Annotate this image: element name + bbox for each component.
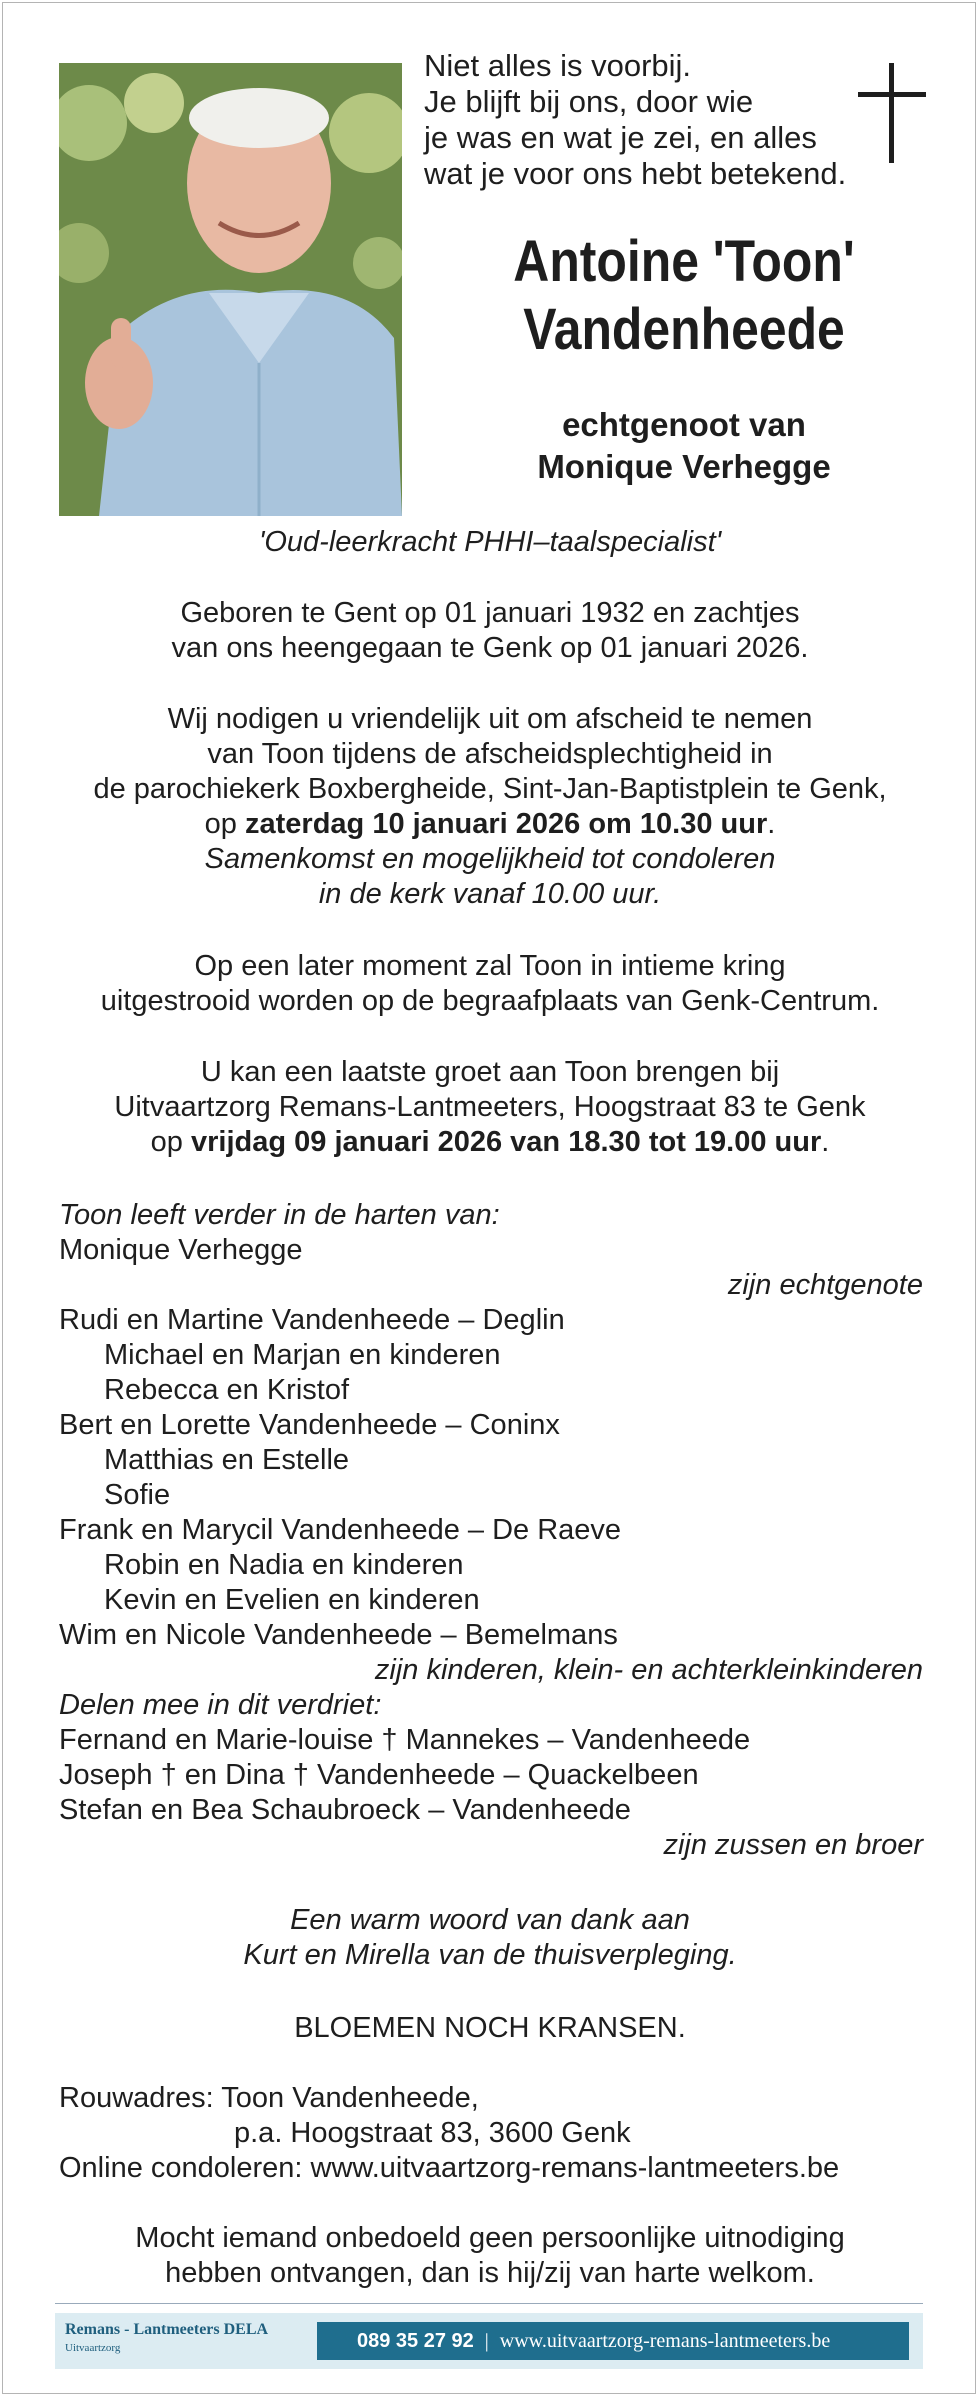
deceased-name-line1: Antoine 'Toon' <box>513 229 855 294</box>
scattering-line: uitgestrooid worden op de begraafplaats van Genk-Centrum. <box>100 985 880 1017</box>
condolence-line: Samenkomst en mogelijkheid tot condoleren <box>204 843 776 875</box>
funeral-home-logo <box>65 2319 345 2363</box>
funeral-home-footer <box>55 2313 923 2369</box>
deceased-name <box>457 228 911 364</box>
grandchild-item: Matthias en Estelle <box>104 1444 350 1476</box>
ceremony-date-suffix: . <box>767 808 776 840</box>
spouse-line1: echtgenoot van <box>562 406 806 443</box>
visit-date-line <box>0 1125 980 1160</box>
visit-line: U kan een laatste groet aan Toon brengen bij <box>200 1056 780 1088</box>
website-link[interactable]: www.uitvaartzorg-remans-lantmeeters.be <box>499 2330 831 2352</box>
ceremony-date-prefix: op <box>204 808 245 840</box>
child-item: Frank en Marycil Vandenheede – De Raeve <box>59 1514 622 1546</box>
scattering-line: Op een later moment zal Toon in intieme kring <box>194 950 786 982</box>
poem-line: je was en wat je zei, en alles <box>424 120 817 155</box>
logo-name: Remans - Lantmeeters DELA <box>65 2321 269 2338</box>
ceremony-line: Wij nodigen u vriendelijk uit om afscheid te nemen <box>167 703 813 735</box>
scattering-info <box>0 949 980 1019</box>
phone-number[interactable]: 089 35 27 92 <box>357 2330 474 2352</box>
family-list <box>59 1198 923 1863</box>
child-item: Bert en Lorette Vandenheede – Coninx <box>59 1409 560 1441</box>
grandchild-item: Kevin en Evelien en kinderen <box>104 1584 480 1616</box>
birth-death-line: Geboren te Gent op 01 januari 1932 en zachtjes <box>180 597 800 629</box>
grandchild-item: Rebecca en Kristof <box>104 1374 350 1406</box>
ceremony-line: de parochiekerk Boxbergheide, Sint-Jan-Baptistplein te Genk, <box>93 773 887 805</box>
child-item: Rudi en Martine Vandenheede – Deglin <box>59 1304 565 1336</box>
share-intro: Delen mee in dit verdriet: <box>59 1689 382 1721</box>
sibling-item: Joseph † en Dina † Vandenheede – Quackelbeen <box>59 1759 699 1791</box>
address-line2: p.a. Hoogstraat 83, 3600 Genk <box>234 2117 631 2149</box>
address-block <box>59 2081 923 2186</box>
ceremony-date: zaterdag 10 januari 2026 om 10.30 uur <box>245 808 768 840</box>
visit-line: Uitvaartzorg Remans-Lantmeeters, Hoogstraat 83 te Genk <box>114 1091 866 1123</box>
birth-death <box>0 596 980 666</box>
flowers-note: BLOEMEN NOCH KRANSEN. <box>294 2012 686 2044</box>
contact-separator: | <box>484 2330 489 2352</box>
grandchild-item: Robin en Nadia en kinderen <box>104 1549 464 1581</box>
spouse-line2: Monique Verhegge <box>537 448 831 485</box>
thanks-line: Kurt en Mirella van de thuisverpleging. <box>243 1939 737 1971</box>
children-list <box>59 1303 923 1653</box>
online-condolence: Online condoleren: www.uitvaartzorg-remans-lantmeeters.be <box>59 2152 840 2184</box>
ceremony-date-line <box>0 807 980 842</box>
spouse-info <box>420 404 948 488</box>
family-intro: Toon leeft verder in de harten van: <box>59 1199 500 1231</box>
address-line1: Rouwadres: Toon Vandenheede, <box>59 2082 479 2114</box>
sibling-item: Fernand en Marie-louise † Mannekes – Vandenheede <box>59 1724 751 1756</box>
deceased-name-line2: Vandenheede <box>523 297 845 362</box>
birth-death-line: van ons heengegaan te Genk op 01 januari 2026. <box>171 632 809 664</box>
sibling-item: Stefan en Bea Schaubroeck – Vandenheede <box>59 1794 631 1826</box>
poem-line: Je blijft bij ons, door wie <box>424 84 754 119</box>
portrait-photo <box>59 63 402 516</box>
ceremony-info <box>0 702 980 912</box>
visit-date-prefix: op <box>150 1126 191 1158</box>
thanks <box>0 1903 980 1973</box>
footer-divider <box>55 2303 923 2304</box>
condolence-line: in de kerk vanaf 10.00 uur. <box>318 878 662 910</box>
poem <box>424 48 864 192</box>
closing-line: Mocht iemand onbedoeld geen persoonlijke uitnodiging <box>135 2222 845 2254</box>
poem-line: wat je voor ons hebt betekend. <box>424 156 847 191</box>
thanks-line: Een warm woord van dank aan <box>290 1904 690 1936</box>
family-spouse: Monique Verhegge <box>59 1234 303 1266</box>
closing-line: hebben ontvangen, dan is hij/zij van harte welkom. <box>165 2257 815 2289</box>
logo-subtitle: Uitvaartzorg <box>65 2342 121 2354</box>
occupation: 'Oud-leerkracht PHHI–taalspecialist' <box>258 526 722 558</box>
visit-info <box>0 1055 980 1160</box>
closing-note <box>0 2221 980 2291</box>
ceremony-line: van Toon tijdens de afscheidsplechtigheid in <box>207 738 773 770</box>
contact-bar <box>317 2322 909 2360</box>
visit-date: vrijdag 09 januari 2026 van 18.30 tot 19.00 uur <box>191 1126 822 1158</box>
visit-date-suffix: . <box>821 1126 830 1158</box>
poem-line: Niet alles is voorbij. <box>424 48 692 83</box>
children-role: zijn kinderen, klein- en achterkleinkinderen <box>374 1654 923 1686</box>
child-item: Wim en Nicole Vandenheede – Bemelmans <box>59 1619 618 1651</box>
cross-icon <box>858 63 926 163</box>
siblings-role: zijn zussen en broer <box>663 1829 923 1861</box>
grandchild-item: Michael en Marjan en kinderen <box>104 1339 501 1371</box>
family-spouse-role: zijn echtgenote <box>727 1269 923 1301</box>
grandchild-item: Sofie <box>104 1479 171 1511</box>
